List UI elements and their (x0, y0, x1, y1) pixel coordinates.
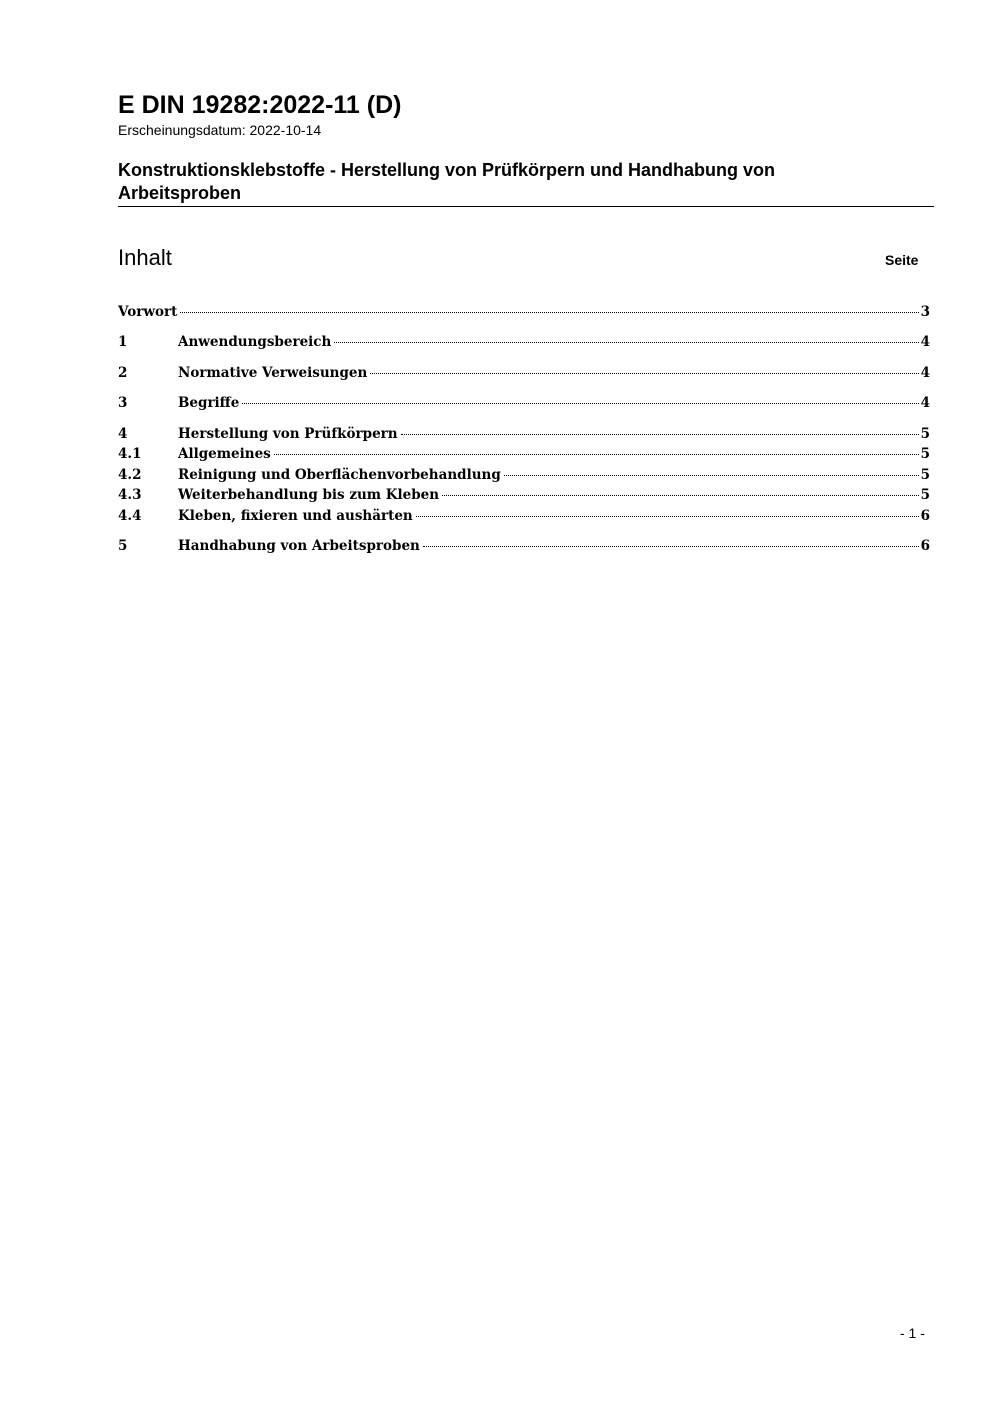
toc-entry-5[interactable] (118, 536, 930, 556)
toc-dot-leader (274, 454, 919, 455)
document-title: Konstruktionsklebstoffe - Herstellung von Prüfkörpern und Handhabung von Arbeitsproben (118, 160, 776, 203)
toc-entry-4-2[interactable] (118, 465, 930, 485)
toc-entry-page: 6 (920, 538, 930, 554)
toc-entry-page: 5 (920, 426, 930, 442)
toc-dot-leader (423, 546, 919, 547)
toc-dot-leader (242, 403, 918, 404)
toc-dot-leader (180, 312, 918, 313)
toc-dot-leader (370, 373, 918, 374)
title-divider (118, 206, 934, 207)
toc-entry-page: 3 (920, 304, 930, 320)
toc-entry-page: 4 (920, 395, 930, 411)
toc-entry-number: 4.3 (118, 487, 142, 503)
toc-entry-page: 5 (920, 487, 930, 503)
toc-entry-3[interactable] (118, 393, 930, 413)
toc-entry-4-4[interactable] (118, 506, 930, 526)
toc-entry-number: 2 (118, 365, 128, 381)
toc-entry-page: 5 (920, 446, 930, 462)
page-column-label: Seite (885, 252, 919, 268)
toc-entry-page: 5 (920, 467, 930, 483)
toc-entry-title: Begriffe (178, 395, 240, 411)
toc-heading: Inhalt (118, 245, 172, 270)
toc-entry-page: 4 (920, 334, 930, 350)
toc-entry-title: Allgemeines (178, 446, 271, 462)
toc-entry-title: Vorwort (118, 304, 178, 320)
page-number: - 1 - (900, 1325, 925, 1341)
toc-entry-page: 6 (920, 508, 930, 524)
toc-entry-number: 5 (118, 538, 128, 554)
toc-entry-4-1[interactable] (118, 444, 930, 464)
toc-entry-title: Normative Verweisungen (178, 365, 368, 381)
toc-entry-title: Herstellung von Prüfkörpern (178, 426, 398, 442)
toc-entry-title: Handhabung von Arbeitsproben (178, 538, 420, 554)
toc-dot-leader (442, 495, 919, 496)
toc-entry-number: 4 (118, 426, 128, 442)
toc-entry-page: 4 (920, 365, 930, 381)
toc-entry-number: 4.4 (118, 508, 142, 524)
toc-entry-number: 1 (118, 334, 128, 350)
toc-entry-number: 4.2 (118, 467, 142, 483)
document-id: E DIN 19282:2022-11 (D) (118, 91, 402, 119)
toc-dot-leader (504, 475, 919, 476)
publication-date: Erscheinungsdatum: 2022-10-14 (118, 122, 322, 138)
toc-entry-number: 4.1 (118, 446, 142, 462)
toc-entry-4[interactable] (118, 424, 930, 444)
toc-entry-2[interactable] (118, 363, 930, 383)
toc-entry-title: Kleben, fixieren und aushärten (178, 508, 413, 524)
toc-entry-1[interactable] (118, 332, 930, 352)
toc-dot-leader (334, 342, 918, 343)
toc-entry-vorwort[interactable] (118, 302, 930, 322)
toc-entry-4-3[interactable] (118, 485, 930, 505)
toc-dot-leader (416, 516, 919, 517)
toc-entry-title: Anwendungsbereich (178, 334, 332, 350)
toc-entry-number: 3 (118, 395, 128, 411)
toc-entry-title: Reinigung und Oberflächenvorbehandlung (178, 467, 501, 483)
toc-dot-leader (401, 434, 919, 435)
toc-entry-title: Weiterbehandlung bis zum Kleben (178, 487, 440, 503)
